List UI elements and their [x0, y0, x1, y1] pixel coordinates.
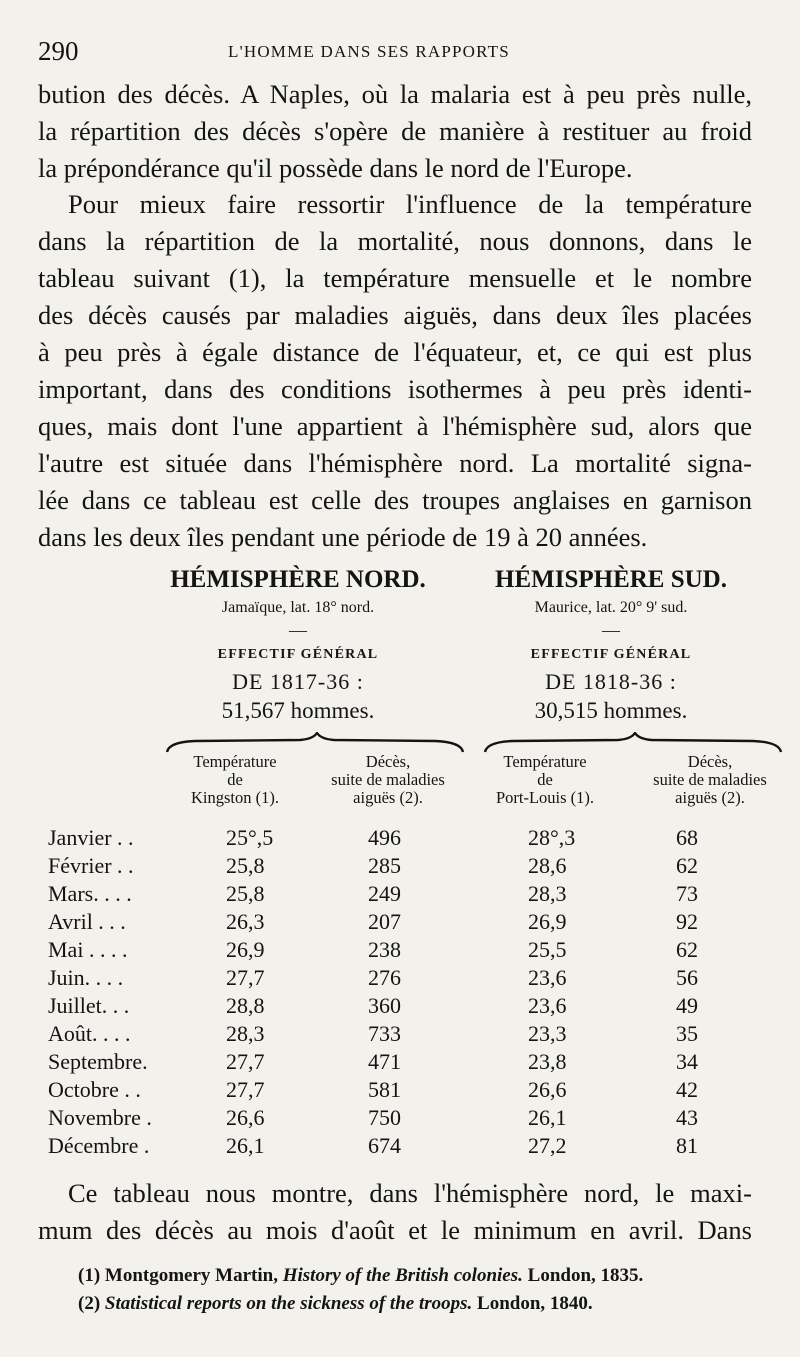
month-cell: Août. . . .: [48, 1021, 131, 1046]
text-line: des décès causés par maladies aiguës, dans deux îles placées: [38, 300, 752, 330]
month-cell: Novembre .: [48, 1105, 152, 1130]
south-dash: —: [602, 620, 620, 640]
north-brace: [165, 732, 465, 754]
footnote-1: [78, 1262, 778, 1290]
table-row: [48, 1021, 748, 1048]
south-temperature-cell: 28,6: [528, 853, 567, 878]
footnote-place: London, 1840.: [477, 1293, 593, 1314]
south-deaths-cell: 62: [676, 937, 698, 962]
header-line: Kingston (1).: [191, 788, 279, 807]
south-deaths-cell: 92: [676, 909, 698, 934]
north-temperature-cell: 26,6: [226, 1105, 265, 1130]
header-line: de: [227, 770, 243, 789]
month-cell: Décembre .: [48, 1133, 150, 1158]
south-temperature-cell: 23,8: [528, 1049, 567, 1074]
north-hemisphere-header: [168, 565, 428, 725]
text-line: à peu près à égale distance de l'équateur, et, ce qui est plus: [38, 337, 752, 367]
north-deaths-cell: 750: [368, 1105, 401, 1130]
paragraph-1: [38, 76, 752, 187]
south-temperature-cell: 28°,3: [528, 825, 576, 850]
north-deaths-cell: 276: [368, 965, 401, 990]
south-deaths-cell: 43: [676, 1105, 698, 1130]
north-deaths-cell: 733: [368, 1021, 401, 1046]
south-temperature-cell: 23,3: [528, 1021, 567, 1046]
month-cell: Avril . . .: [48, 909, 126, 934]
month-cell: Septembre.: [48, 1049, 148, 1074]
text-line: dans la répartition de la mortalité, nous donnons, dans le: [38, 226, 752, 256]
header-line: suite de maladies: [653, 770, 767, 789]
north-deaths-cell: 285: [368, 853, 401, 878]
header-line: de: [537, 770, 553, 789]
footnote-place: London, 1835.: [527, 1265, 644, 1286]
south-temperature-cell: 27,2: [528, 1133, 567, 1158]
month-cell: Janvier . .: [48, 825, 134, 850]
footnote-title: Statistical reports on the sickness of the troops.: [104, 1293, 473, 1314]
footnote-author: Montgomery Martin,: [104, 1265, 278, 1286]
page-number: 290: [38, 36, 79, 66]
north-temperature-cell: 25,8: [226, 853, 265, 878]
north-temperature-column-header: [180, 753, 290, 807]
south-temperature-cell: 23,6: [528, 965, 567, 990]
month-cell: Février . .: [48, 853, 134, 878]
south-deaths-cell: 81: [676, 1133, 698, 1158]
north-temperature-cell: 28,3: [226, 1021, 265, 1046]
header-line: Température: [503, 752, 587, 771]
south-men-count: 30,515 hommes.: [534, 698, 688, 723]
south-deaths-cell: 35: [676, 1021, 698, 1046]
table-row: [48, 825, 748, 852]
table-row: [48, 1133, 748, 1160]
footnote-2: [78, 1290, 778, 1318]
month-cell: Juin. . . .: [48, 965, 124, 990]
north-temperature-cell: 27,7: [226, 965, 265, 990]
text-line: Ce tableau nous montre, dans l'hémisphère nord, le maxi-: [68, 1178, 752, 1208]
footnotes: [78, 1262, 778, 1318]
south-brace: [483, 732, 783, 754]
north-deaths-cell: 496: [368, 825, 401, 850]
header-line: suite de maladies: [331, 770, 445, 789]
table-row: [48, 937, 748, 964]
north-dash: —: [289, 620, 307, 640]
table-row: [48, 993, 748, 1020]
south-deaths-cell: 56: [676, 965, 698, 990]
north-temperature-cell: 26,1: [226, 1133, 265, 1158]
north-title: HÉMISPHÈRE NORD.: [170, 566, 426, 593]
month-cell: Mars. . . .: [48, 881, 132, 906]
north-period: DE 1817-36 :: [232, 669, 364, 694]
footnote-title: History of the British colonies.: [282, 1265, 523, 1286]
north-deaths-cell: 674: [368, 1133, 401, 1158]
text-line: important, dans des conditions isothermes à peu près identi-: [38, 374, 752, 404]
header-line: Décès,: [365, 752, 411, 771]
text-line: dans les deux îles pendant une période de 19 à 20 années.: [38, 522, 648, 552]
north-temperature-cell: 26,3: [226, 909, 265, 934]
south-temperature-cell: 28,3: [528, 881, 567, 906]
south-deaths-cell: 73: [676, 881, 698, 906]
text-line: ques, mais dont l'une appartient à l'hémisphère sud, alors que: [38, 411, 752, 441]
table-row: [48, 909, 748, 936]
text-line: mum des décès au mois d'août et le minimum en avril. Dans: [38, 1215, 752, 1245]
text-line: la prépondérance qu'il possède dans le nord de l'Europe.: [38, 153, 633, 183]
month-cell: Juillet. . .: [48, 993, 130, 1018]
north-location: Jamaïque, lat. 18° nord.: [221, 599, 375, 616]
south-deaths-cell: 42: [676, 1077, 698, 1102]
south-effectif-label: EFFECTIF GÉNÉRAL: [530, 647, 692, 662]
header-line: Port-Louis (1).: [495, 788, 595, 807]
header-line: Température: [193, 752, 277, 771]
paragraph-2: [38, 186, 752, 556]
south-hemisphere-header: [476, 565, 746, 725]
south-period: DE 1818-36 :: [545, 669, 677, 694]
north-deaths-cell: 249: [368, 881, 401, 906]
north-deaths-cell: 238: [368, 937, 401, 962]
south-temperature-cell: 26,9: [528, 909, 567, 934]
north-temperature-cell: 28,8: [226, 993, 265, 1018]
north-deaths-cell: 471: [368, 1049, 401, 1074]
header-line: aiguës (2).: [353, 788, 423, 807]
south-temperature-cell: 25,5: [528, 937, 567, 962]
table-row: [48, 965, 748, 992]
table-row: [48, 1077, 748, 1104]
text-line: lée dans ce tableau est celle des troupes anglaises en garnison: [38, 485, 752, 515]
south-temperature-cell: 23,6: [528, 993, 567, 1018]
header-line: aiguës (2).: [675, 788, 745, 807]
north-temperature-cell: 26,9: [226, 937, 265, 962]
south-deaths-cell: 34: [676, 1049, 698, 1074]
footnote-marker: (2): [78, 1293, 101, 1314]
south-deaths-cell: 62: [676, 853, 698, 878]
south-deaths-column-header: [630, 753, 790, 807]
footnote-marker: (1): [78, 1265, 101, 1286]
north-temperature-cell: 25°,5: [226, 825, 274, 850]
paragraph-3: [38, 1175, 752, 1249]
south-deaths-cell: 68: [676, 825, 698, 850]
south-deaths-cell: 49: [676, 993, 698, 1018]
north-temperature-cell: 27,7: [226, 1049, 265, 1074]
south-temperature-cell: 26,1: [528, 1105, 567, 1130]
text-line: bution des décès. A Naples, où la malaria est à peu près nulle,: [38, 79, 752, 109]
south-location: Maurice, lat. 20° 9' sud.: [534, 599, 688, 616]
table-row: [48, 1105, 748, 1132]
north-deaths-cell: 581: [368, 1077, 401, 1102]
south-temperature-column-header: [480, 753, 610, 807]
north-effectif-label: EFFECTIF GÉNÉRAL: [217, 647, 379, 662]
month-cell: Octobre . .: [48, 1077, 141, 1102]
text-line: la répartition des décès s'opère de manière à restituer au froid: [38, 116, 752, 146]
north-deaths-cell: 207: [368, 909, 401, 934]
running-title: L'HOMME DANS SES RAPPORTS: [228, 42, 510, 61]
south-temperature-cell: 26,6: [528, 1077, 567, 1102]
table-row: [48, 1049, 748, 1076]
north-temperature-cell: 27,7: [226, 1077, 265, 1102]
header-line: Décès,: [687, 752, 733, 771]
text-line: tableau suivant (1), la température mensuelle et le nombre: [38, 263, 752, 293]
north-deaths-cell: 360: [368, 993, 401, 1018]
month-cell: Mai . . . .: [48, 937, 128, 962]
table-row: [48, 853, 748, 880]
text-line: Pour mieux faire ressortir l'influence de la température: [68, 189, 752, 219]
north-men-count: 51,567 hommes.: [221, 698, 375, 723]
south-title: HÉMISPHÈRE SUD.: [495, 566, 727, 593]
north-temperature-cell: 25,8: [226, 881, 265, 906]
table-row: [48, 881, 748, 908]
north-deaths-column-header: [318, 753, 458, 807]
text-line: l'autre est située dans l'hémisphère nord. La mortalité signa-: [38, 448, 752, 478]
running-head: [38, 36, 762, 66]
